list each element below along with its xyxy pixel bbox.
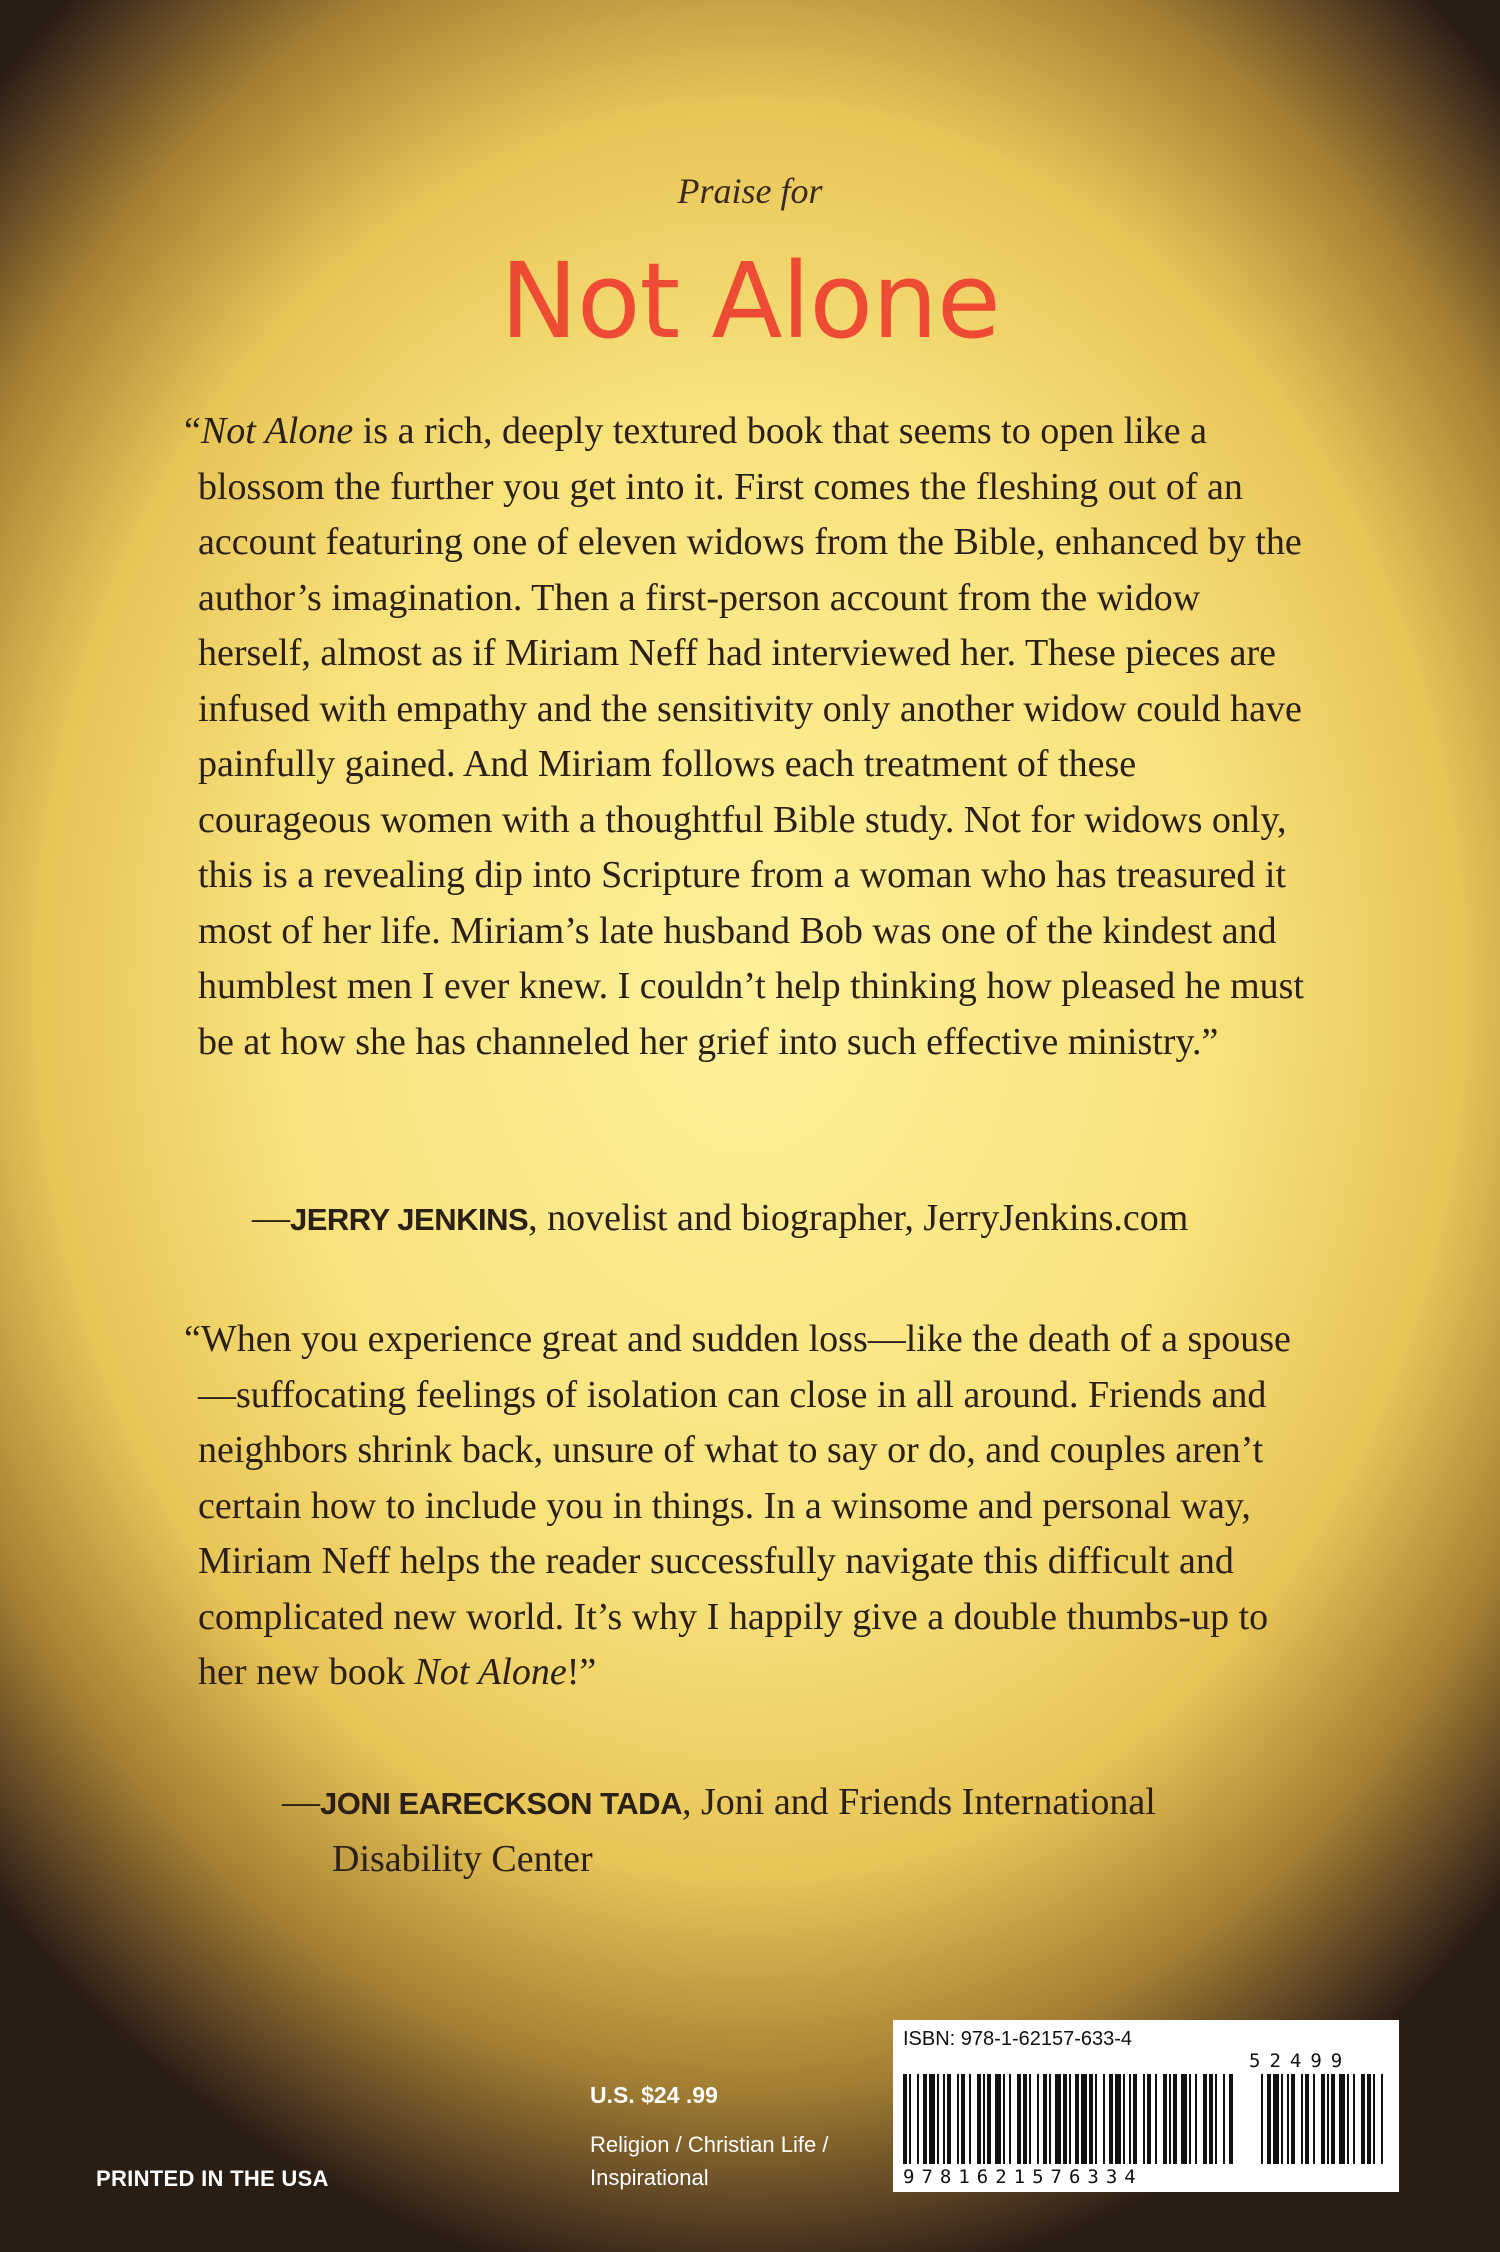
barcode-bar [1261, 2074, 1263, 2164]
barcode-bar [1037, 2074, 1039, 2164]
barcode-bar [929, 2074, 935, 2164]
barcode-bar [1273, 2074, 1279, 2164]
barcode-bar [1305, 2074, 1309, 2164]
endorsement-quote-1 [184, 404, 1308, 1070]
quote-close-mark: !” [566, 1651, 597, 1693]
barcode-bar [1043, 2074, 1047, 2164]
printed-in-label: PRINTED IN THE USA [96, 2166, 329, 2191]
barcode-bar [909, 2074, 911, 2164]
barcode-bar [1169, 2074, 1171, 2164]
barcode-bar [1291, 2074, 1295, 2164]
barcode-bar [1267, 2074, 1271, 2164]
barcode-bar [1103, 2074, 1105, 2164]
barcode-bar [1381, 2074, 1383, 2164]
barcode-bar [1017, 2074, 1021, 2164]
endorsement-attribution-1: —JERRY JENKINS, novelist and biographer, JerryJenkins.com [252, 1197, 1189, 1239]
barcode-bar [923, 2074, 927, 2164]
category-label: Religion / Christian Life / Inspirational [590, 2132, 829, 2190]
barcode-bar [1281, 2074, 1283, 2164]
barcode-bar [1189, 2074, 1191, 2164]
quote-body: “When you experience great and sudden loss—like the death of a spouse—suffocating feelings of isolation can close in all around. Friends and neighbors shrink back, unsure of what to say or do, and couples aren’t certain how to include you in things. In a winsome and personal way, Miriam Neff helps the reader successfully navigate this difficult and complicated new world. It’s why I happily give a double thumbs-up to her new book [184, 1318, 1291, 1693]
barcode-bar [1321, 2074, 1325, 2164]
barcode-bar [1195, 2074, 1197, 2164]
barcode-bar [987, 2074, 991, 2164]
barcode-bar [1133, 2074, 1137, 2164]
barcode-bar [1361, 2074, 1365, 2164]
barcode-bar [961, 2074, 965, 2164]
quote-open-mark: “ [184, 410, 201, 452]
barcode-bar [1173, 2074, 1177, 2164]
barcode-bar [1229, 2074, 1233, 2164]
barcode-bar [1055, 2074, 1061, 2164]
barcode-bar [1287, 2074, 1289, 2164]
barcode-bar [957, 2074, 959, 2164]
barcode-sticker [893, 2020, 1399, 2192]
barcode-bar [1109, 2074, 1113, 2164]
barcode-bar [983, 2074, 985, 2164]
barcode-bar [995, 2074, 1001, 2164]
barcode-bar [1203, 2074, 1207, 2164]
barcode-bar [1339, 2074, 1345, 2164]
barcode-bar [903, 2074, 907, 2164]
endorsement-attribution-2: —JONI EARECKSON TADA, Joni and Friends International Disability Center [282, 1775, 1282, 1887]
isbn-label: ISBN: 978-1-62157-633-4 [903, 2028, 1133, 2050]
barcode-icon [903, 2074, 1389, 2166]
barcode-digits: 9781621576334 [903, 2166, 1143, 2188]
barcode-bar [1129, 2074, 1131, 2164]
barcode-bar [1063, 2074, 1067, 2164]
barcode-bar [1143, 2074, 1145, 2164]
barcode-bar [1123, 2074, 1125, 2164]
barcode-bar [1003, 2074, 1005, 2164]
book-title: Not Alone [500, 240, 1000, 362]
barcode-bar [917, 2074, 919, 2164]
barcode-bar [1209, 2074, 1213, 2164]
barcode-bar [1215, 2074, 1217, 2164]
barcode-bar [1313, 2074, 1315, 2164]
barcode-bar [977, 2074, 981, 2164]
endorser-name: JERRY JENKINS [290, 1202, 529, 1237]
barcode-bar [1367, 2074, 1371, 2164]
barcode-bar [937, 2074, 939, 2164]
barcode-bar [1155, 2074, 1157, 2164]
barcode-bar [1023, 2074, 1027, 2164]
endorser-affiliation: , novelist and biographer, JerryJenkins.com [528, 1197, 1189, 1239]
barcode-bar [1223, 2074, 1225, 2164]
barcode-bar [1049, 2074, 1051, 2164]
barcode-bar [1115, 2074, 1121, 2164]
price-label: U.S. $24 .99 [590, 2082, 718, 2108]
barcode-bar [1081, 2074, 1087, 2164]
barcode-bar [1029, 2074, 1031, 2164]
barcode-bar [1095, 2074, 1097, 2164]
barcode-bar [1347, 2074, 1349, 2164]
barcode-bar [947, 2074, 951, 2164]
barcode-bar [1373, 2074, 1375, 2164]
quote-book-title: Not Alone [200, 410, 354, 452]
barcode-bar [1327, 2074, 1329, 2164]
endorser-affiliation: , Joni and Friends International [681, 1781, 1156, 1823]
barcode-bar [1009, 2074, 1011, 2164]
barcode-bar [1075, 2074, 1079, 2164]
price-code: 52499 [1249, 2050, 1352, 2072]
barcode-bar [1147, 2074, 1151, 2164]
barcode-bar [969, 2074, 971, 2164]
endorser-affiliation-cont: Disability Center [332, 1837, 593, 1880]
barcode-bar [1181, 2074, 1187, 2164]
barcode-bar [1331, 2074, 1335, 2164]
quote-body: is a rich, deeply textured book that seems to open like a blossom the further you get into it. First comes the fleshing out of an account featuring one of eleven widows from the Bible, enhanced by the author’s imagination. Then a first-person account from the widow herself, almost as if Miriam Neff had interviewed her. These pieces are infused with empathy and the sensitivity only another widow could have painfully gained. And Miriam follows each treatment of these courageous women with a thoughtful Bible study. Not for widows only, this is a revealing dip into Scripture from a woman who has treasured it most of her life. Miriam’s late husband Bob was one of the kindest and humblest men I ever knew. I couldn’t help thinking how pleased he must be at how she has channeled her grief into such effective ministry.” [198, 410, 1304, 1063]
barcode-bar [1163, 2074, 1167, 2164]
barcode-bar [1301, 2074, 1303, 2164]
endorsement-quote-2 [184, 1312, 1308, 1701]
barcode-bar [943, 2074, 945, 2164]
barcode-bar [1069, 2074, 1071, 2164]
barcode-bar [1089, 2074, 1093, 2164]
quote-book-title: Not Alone [414, 1651, 567, 1693]
endorser-name: JONI EARECKSON TADA [320, 1786, 682, 1821]
barcode-bar [1353, 2074, 1355, 2164]
praise-for-label: Praise for [677, 171, 823, 211]
